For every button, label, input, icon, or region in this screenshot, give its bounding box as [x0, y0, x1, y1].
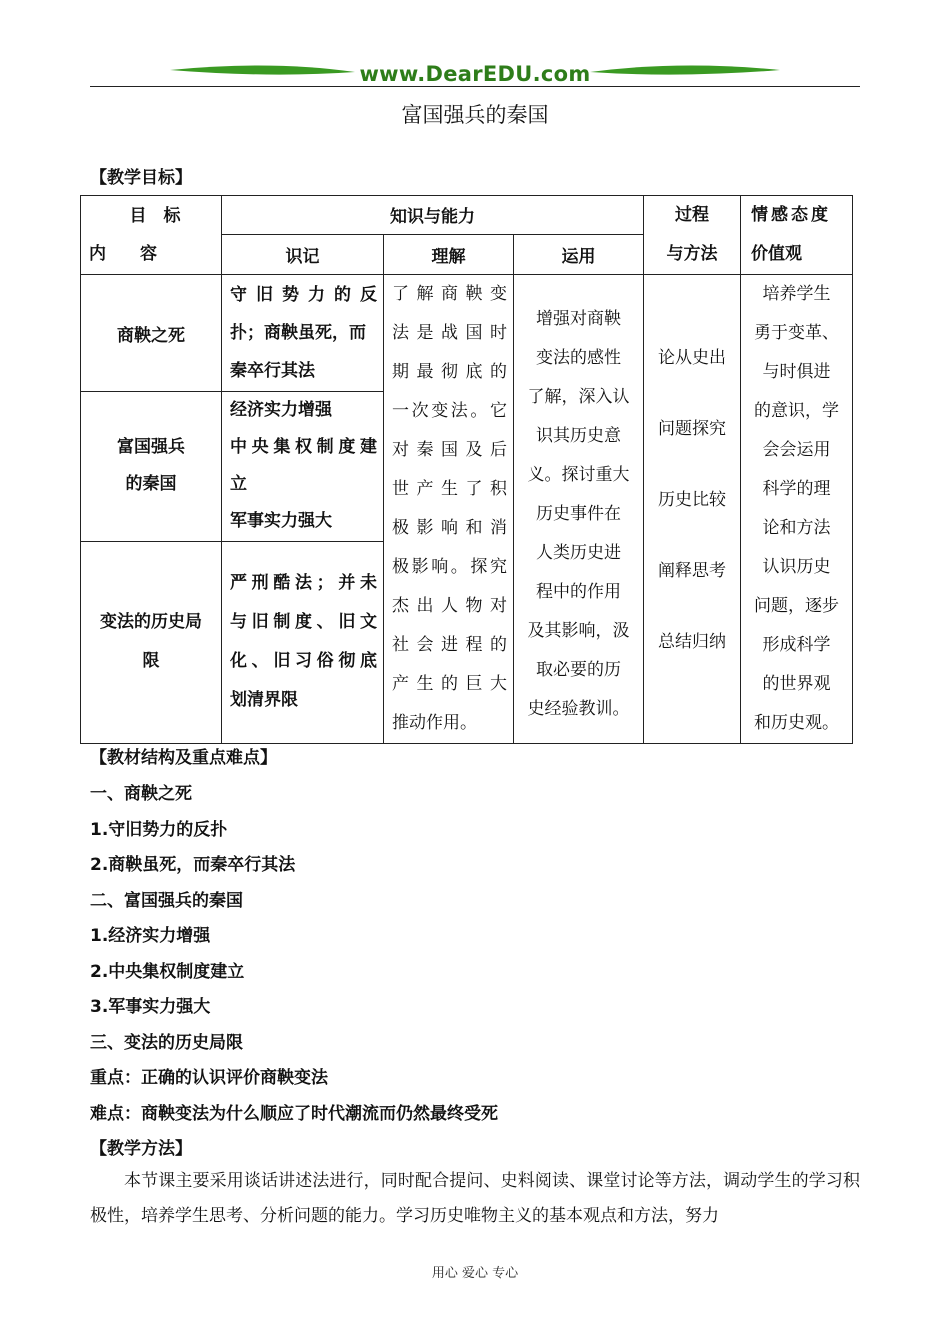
topic-cell-2: 富国强兵 的秦国	[81, 392, 222, 541]
structure-item: 三、变法的历史局限	[90, 1033, 243, 1053]
remember-cell-1: 守旧势力的反 扑；商鞅虽死，而 秦卒行其法	[222, 275, 384, 392]
goals-table	[80, 195, 853, 744]
structure-item: 1.守旧势力的反扑	[90, 820, 228, 840]
knowledge-header: 知识与能力	[222, 196, 644, 235]
page-footer: 用心 爱心 专心	[431, 1266, 519, 1281]
emotion-cell: 培养学生 勇于变革、 与时俱进 的意识，学 会会运用 科学的理 论和方法 认识历史 问题，逐步 形成科学 的世界观 和历史观。	[741, 275, 853, 744]
understand-header: 理解	[384, 234, 514, 274]
key-point: 重点：正确的认识评价商鞅变法	[90, 1068, 328, 1088]
structure-item: 一、商鞅之死	[90, 784, 192, 804]
difficult-point: 难点：商鞅变法为什么顺应了时代潮流而仍然最终受死	[90, 1104, 498, 1124]
method-paragraph: 本节课主要采用谈话讲述法进行，同时配合提问、史料阅读、课堂讨论等方法，调动学生的学习积极性，培养学生思考、分析问题的能力。学习历史唯物主义的基本观点和方法，努力	[90, 1171, 860, 1226]
structure-item: 1.经济实力增强	[90, 926, 211, 946]
method-heading: 【教学方法】	[90, 1139, 192, 1159]
structure-item: 2.中央集权制度建立	[90, 962, 245, 982]
structure-heading: 【教材结构及重点难点】	[90, 748, 277, 768]
goals-heading: 【教学目标】	[90, 168, 192, 188]
page-title: 富国强兵的秦国	[401, 103, 549, 127]
process-header: 过程 与方法	[644, 196, 741, 275]
emotion-header: 情感态度 价值观	[741, 196, 853, 275]
structure-item: 2.商鞅虽死，而秦卒行其法	[90, 855, 296, 875]
structure-item: 二、富国强兵的秦国	[90, 891, 243, 911]
apply-cell: 增强对商鞅 变法的感性 了解，深入认 识其历史意 义。探讨重大 历史事件在 人类历史进 程中的作用 及其影响，汲 取必要的历 史经验教训。	[514, 275, 644, 744]
corner-cell: 目 标 内 容	[81, 196, 222, 275]
site-name: www.DearEDU.com	[359, 62, 591, 86]
understand-cell: 了解商鞅变 法是战国时 期最彻底的 一次变法。它 对秦国及后 世产生了积 极影响和消 极影响。探究 杰出人物对 社会进程的 产生的巨大 推动作用。	[384, 275, 514, 744]
remember-header: 识记	[222, 234, 384, 274]
remember-cell-2: 经济实力增强 中央集权制度建 立 军事实力强大	[222, 392, 384, 541]
process-cell: 论从史出 问题探究 历史比较 阐释思考 总结归纳	[644, 275, 741, 744]
topic-cell-3: 变法的历史局 限	[81, 541, 222, 743]
remember-cell-3: 严刑酷法；并未 与旧制度、旧文 化、旧习俗彻底 划清界限	[222, 541, 384, 743]
topic-cell-1: 商鞅之死	[81, 275, 222, 392]
structure-item: 3.军事实力强大	[90, 997, 211, 1017]
header-rule	[90, 86, 860, 87]
apply-header: 运用	[514, 234, 644, 274]
